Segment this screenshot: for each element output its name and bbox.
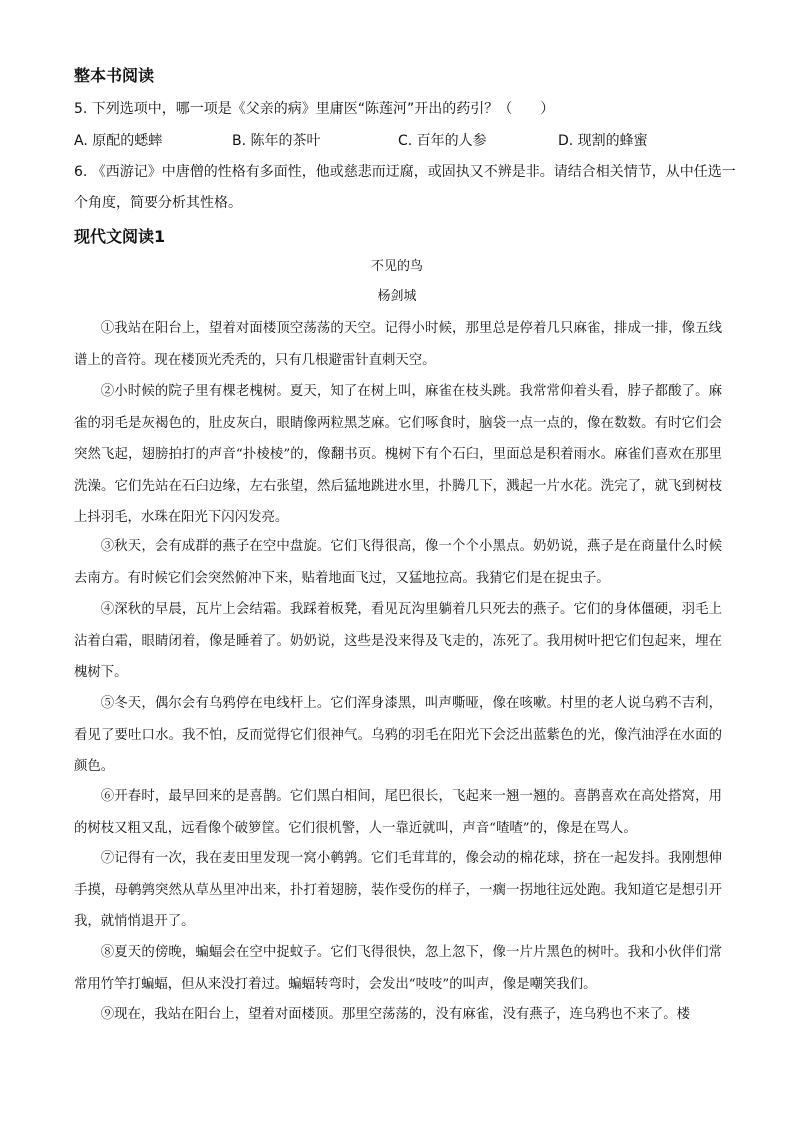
article-paragraph-5: ⑤冬天，偶尔会有乌鸦停在电线杆上。它们浑身漆黑，叫声嘶哑，像在咳嗽。村里的老人说乌鸦不吉利，看见了要吐口水。我不怕，反而觉得它们很神气。乌鸦的羽毛在阳光下会泛出蓝紫色的光，像汽油浮在水面的颜色。 [74, 696, 722, 774]
article-paragraph-6: ⑥开春时，最早回来的是喜鹊。它们黑白相间，尾巴很长，飞起来一翘一翘的。喜鹊喜欢在高处搭窝，用的树枝又粗又乱，远看像个破箩筐。它们很机警，人一靠近就叫，声音“喳喳”的，像是在骂人。 [74, 789, 722, 836]
question-5: 5. 下列选项中，哪一项是《父亲的病》里庸医“陈莲河”开出的药引？（ ） [74, 101, 555, 117]
article-paragraph-7: ⑦记得有一次，我在麦田里发现一窝小鹌鹑。它们毛茸茸的，像会动的棉花球，挤在一起发抖。我刚想伸手摸，母鹌鹑突然从草丛里冲出来，扑打着翅膀，装作受伤的样子，一瘸一拐地往远处跑。我知道它是想引开我，就悄悄退开了。 [74, 851, 722, 929]
q5-option-b: B. 陈年的茶叶 [232, 133, 321, 149]
section-heading-modern-reading: 现代文阅读1 [74, 227, 166, 246]
q5-option-a: A. 原配的蟋蟀 [74, 133, 163, 149]
question-6-line-2: 个角度，简要分析其性格。 [74, 195, 242, 211]
article-paragraph-3: ③秋天，会有成群的燕子在空中盘旋。它们飞得很高，像一个个小黑点。奶奶说，燕子是在商量什么时候去南方。有时候它们会突然俯冲下来，贴着地面飞过，又猛地拉高。我猜它们是在捉虫子。 [74, 539, 722, 586]
article-paragraph-9: ⑨现在，我站在阳台上，望着对面楼顶。那里空荡荡的，没有麻雀，没有燕子，连乌鸦也不来了。楼 [100, 1007, 690, 1022]
article-title: 不见的鸟 [370, 259, 423, 274]
article-paragraph-8: ⑧夏天的傍晚，蝙蝠会在空中捉蚊子。它们飞得很快，忽上忽下，像一片片黑色的树叶。我和小伙伴们常常用竹竿打蝙蝠，但从来没打着过。蝙蝠转弯时，会发出“吱吱”的叫声，像是嘲笑我们。 [74, 945, 722, 992]
article-paragraph-2: ②小时候的院子里有棵老槐树。夏天，知了在树上叫，麻雀在枝头跳。我常常仰着头看，脖子都酸了。麻雀的羽毛是灰褐色的，肚皮灰白，眼睛像两粒黑芝麻。它们啄食时，脑袋一点一点的，像在数数。有时它们会突然飞起，翅膀拍打的声音“扑棱棱”的，像翻书页。槐树下有个石臼，里面总是积着雨水。麻雀们喜欢在那里洗澡。它们先站在石臼边缘，左右张望，然后猛地跳进水里，扑腾几下，溅起一片水花。洗完了，就飞到树枝上抖羽毛，水珠在阳光下闪闪发亮。 [74, 384, 722, 525]
question-6-line-1: 6. 《西游记》中唐僧的性格有多面性，他或慈悲而迂腐，或固执又不辨是非。请结合相关情节，从中任选一 [74, 164, 736, 180]
article-paragraph-4: ④深秋的早晨，瓦片上会结霜。我踩着板凳，看见瓦沟里躺着几只死去的燕子。它们的身体僵硬，羽毛上沾着白霜，眼睛闭着，像是睡着了。奶奶说，这些是没来得及飞走的，冻死了。我用树叶把它们包起来，埋在槐树下。 [74, 602, 722, 680]
article-author: 杨剑城 [377, 289, 417, 304]
q5-option-c: C. 百年的人参 [398, 133, 487, 149]
section-heading-whole-book: 整本书阅读 [74, 66, 155, 85]
article-paragraph-1: ①我站在阳台上，望着对面楼顶空荡荡的天空。记得小时候，那里总是停着几只麻雀，排成一排，像五线谱上的音符。现在楼顶光秃秃的，只有几根避雷针直刺天空。 [74, 321, 722, 368]
q5-option-d: D. 现割的蜂蜜 [558, 133, 648, 149]
